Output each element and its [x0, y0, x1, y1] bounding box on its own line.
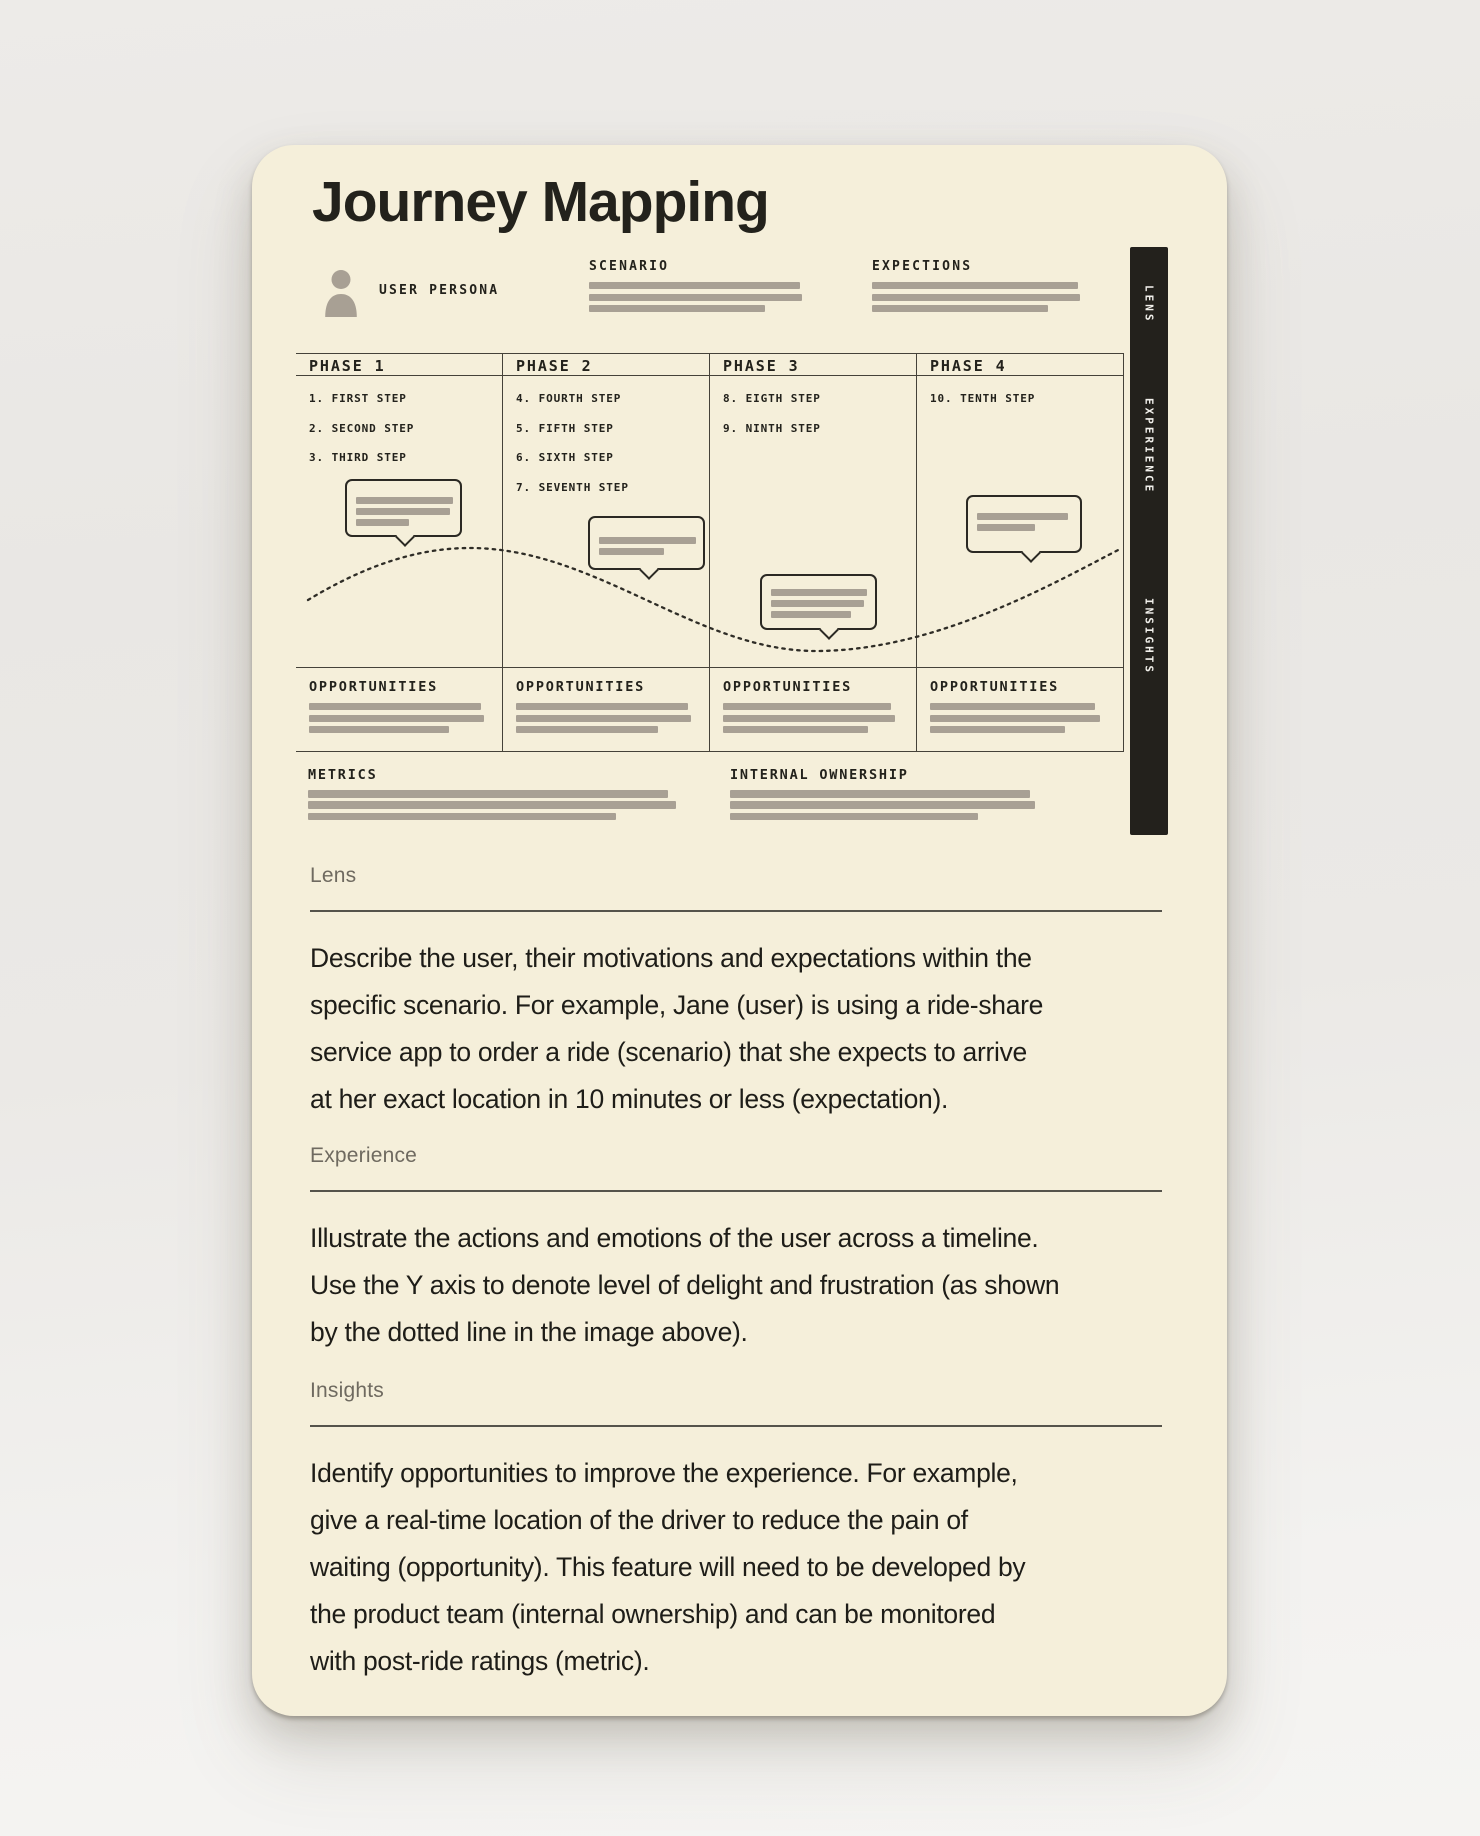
placeholder-bar: [356, 508, 450, 515]
paragraph-line: Illustrate the actions and emotions of the user across a timeline.: [310, 1223, 1039, 1253]
placeholder-bar: [589, 282, 800, 289]
section-heading: Insights: [310, 1379, 384, 1402]
speech-bubble-bars: [356, 497, 453, 530]
phase-step: 2. SECOND STEP: [309, 421, 415, 435]
paragraph-line: Describe the user, their motivations and expectations within the: [310, 943, 1032, 973]
placeholder-bar: [771, 611, 851, 618]
paragraph-line: specific scenario. For example, Jane (user) is using a ride-share: [310, 990, 1044, 1020]
placeholder-bar: [930, 715, 1100, 722]
speech-bubble-bars: [771, 589, 867, 622]
paragraph-line: by the dotted line in the image above).: [310, 1317, 748, 1347]
metrics-placeholder-bars: [308, 790, 676, 820]
placeholder-bar: [308, 801, 676, 809]
speech-bubble-2: [588, 516, 705, 570]
speech-bubble-bars: [599, 537, 696, 559]
placeholder-bar: [723, 726, 868, 733]
side-tab-insights: INSIGHTS: [1142, 598, 1156, 675]
phase-step: 3. THIRD STEP: [309, 451, 407, 464]
scenario-block: [589, 259, 802, 317]
section-heading: Experience: [310, 1144, 418, 1167]
opportunities-cell-2: [503, 668, 710, 751]
side-tab-experience: EXPERIENCE: [1142, 398, 1156, 495]
placeholder-bar: [589, 305, 765, 312]
placeholder-bar: [872, 294, 1080, 301]
section-rule: [310, 1425, 1162, 1427]
opportunities-cell-1: [296, 668, 503, 751]
placeholder-bar: [516, 726, 658, 733]
opportunities-placeholder-bars: [930, 703, 1123, 733]
paragraph-line: give a real-time location of the driver to reduce the pain of: [310, 1505, 968, 1535]
paragraph-line: with post-ride ratings (metric).: [310, 1646, 650, 1676]
scenario-placeholder-bars: [589, 282, 802, 312]
placeholder-bar: [309, 703, 481, 710]
placeholder-bar: [730, 801, 1035, 809]
placeholder-bar: [599, 548, 664, 555]
placeholder-bar: [977, 513, 1068, 520]
opportunities-cell-4: [917, 668, 1124, 751]
section-paragraph: [310, 1215, 1162, 1356]
placeholder-bar: [309, 715, 484, 722]
journey-map-table: [296, 353, 1124, 752]
speech-bubble-3: [760, 574, 877, 630]
section-lens: [310, 863, 1162, 1123]
section-heading: Lens: [310, 864, 357, 887]
placeholder-bar: [872, 282, 1078, 289]
speech-bubble-1: [345, 479, 462, 537]
section-paragraph: [310, 1450, 1162, 1685]
placeholder-bar: [599, 537, 696, 544]
metrics-label: METRICS: [308, 767, 378, 783]
placeholder-bar: [977, 524, 1035, 531]
phase-header-2: PHASE 2: [503, 354, 710, 375]
phase-header-3: PHASE 3: [710, 354, 917, 375]
paragraph-line: Use the Y axis to denote level of delight and frustration (as shown: [310, 1270, 1060, 1300]
phase-step: 4. FOURTH STEP: [516, 392, 622, 405]
internal-ownership-block: [730, 767, 1035, 824]
placeholder-bar: [872, 305, 1048, 312]
paragraph-line: service app to order a ride (scenario) that she expects to arrive: [310, 1037, 1027, 1067]
phase-header-row: [296, 353, 1124, 376]
speech-bubble-bars: [977, 513, 1068, 535]
internal-ownership-placeholder-bars: [730, 790, 1035, 820]
placeholder-bar: [723, 703, 891, 710]
section-paragraph: [310, 935, 1162, 1123]
phase-header-1: PHASE 1: [296, 354, 503, 375]
opportunities-placeholder-bars: [516, 703, 709, 733]
section-experience: [310, 1143, 1162, 1356]
section-rule: [310, 910, 1162, 912]
opportunities-placeholder-bars: [309, 703, 502, 733]
placeholder-bar: [723, 715, 895, 722]
section-rule: [310, 1190, 1162, 1192]
internal-ownership-label: INTERNAL OWNERSHIP: [730, 767, 909, 783]
emotion-curve: [296, 540, 1124, 670]
side-tab-bar: [1130, 247, 1168, 835]
phase-step: 7. SEVENTH STEP: [516, 480, 629, 494]
placeholder-bar: [730, 790, 1030, 798]
placeholder-bar: [356, 497, 453, 504]
placeholder-bar: [308, 813, 616, 821]
page-title: Journey Mapping: [312, 170, 769, 234]
scenario-label: SCENARIO: [589, 259, 670, 274]
speech-bubble-4: [966, 495, 1082, 553]
metrics-block: [308, 767, 676, 824]
paragraph-line: Identify opportunities to improve the experience. For example,: [310, 1458, 1018, 1488]
section-insights: [310, 1378, 1162, 1685]
paragraph-line: the product team (internal ownership) and can be monitored: [310, 1599, 996, 1629]
phase-step: 1. FIRST STEP: [309, 392, 407, 405]
placeholder-bar: [589, 294, 802, 301]
opportunities-row: [296, 667, 1124, 752]
phase-header-4: PHASE 4: [917, 354, 1124, 375]
opportunities-label: OPPORTUNITIES: [930, 679, 1060, 695]
phase-step: 6. SIXTH STEP: [516, 451, 614, 464]
placeholder-bar: [516, 703, 688, 710]
user-persona-label: USER PERSONA: [379, 283, 500, 298]
paragraph-line: at her exact location in 10 minutes or less (expectation).: [310, 1084, 949, 1114]
expections-block: [872, 259, 1080, 317]
phase-step: 5. FIFTH STEP: [516, 421, 614, 435]
phase-step: 10. TENTH STEP: [930, 392, 1036, 405]
placeholder-bar: [356, 519, 409, 526]
expections-placeholder-bars: [872, 282, 1080, 312]
placeholder-bar: [516, 715, 691, 722]
placeholder-bar: [771, 589, 867, 596]
opportunities-label: OPPORTUNITIES: [516, 679, 646, 695]
placeholder-bar: [308, 790, 668, 798]
journey-mapping-card: [252, 145, 1227, 1716]
placeholder-bar: [930, 726, 1065, 733]
placeholder-bar: [730, 813, 978, 821]
opportunities-label: OPPORTUNITIES: [309, 679, 439, 695]
opportunities-placeholder-bars: [723, 703, 916, 733]
placeholder-bar: [309, 726, 449, 733]
phase-step: 9. NINTH STEP: [723, 421, 821, 435]
placeholder-bar: [771, 600, 864, 607]
placeholder-bar: [930, 703, 1095, 710]
side-tab-lens: LENS: [1142, 285, 1156, 324]
phase-step: 8. EIGTH STEP: [723, 392, 821, 405]
person-icon: [322, 269, 360, 317]
paragraph-line: waiting (opportunity). This feature will need to be developed by: [310, 1552, 1026, 1582]
expections-label: EXPECTIONS: [872, 259, 973, 274]
opportunities-label: OPPORTUNITIES: [723, 679, 853, 695]
opportunities-cell-3: [710, 668, 917, 751]
